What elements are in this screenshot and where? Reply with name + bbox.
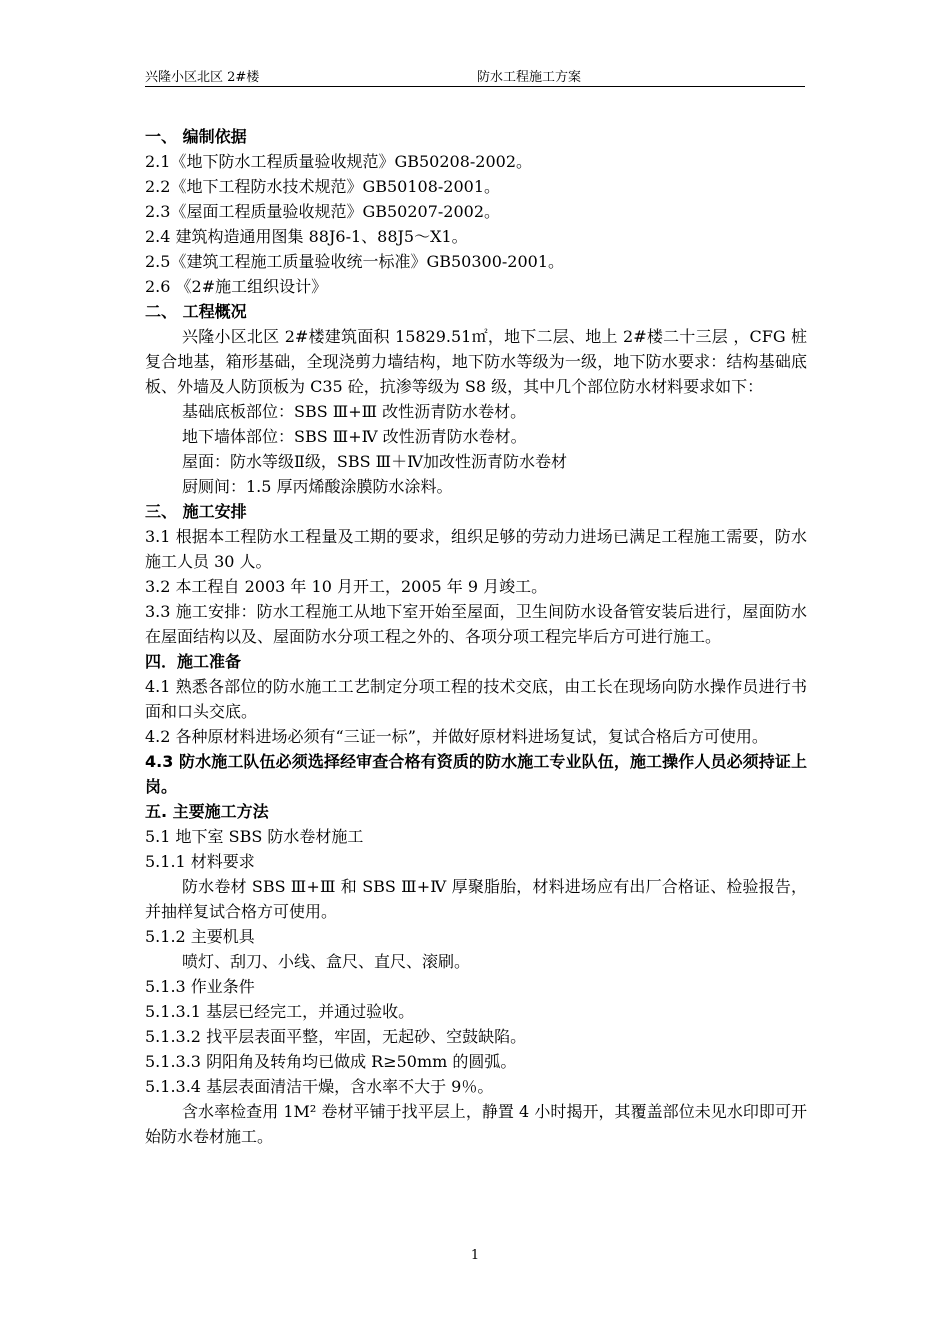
page-header bbox=[145, 66, 805, 87]
subheading: 5.1.1 材料要求 bbox=[145, 852, 255, 871]
subheading: 5.1.2 主要机具 bbox=[145, 927, 255, 946]
subheading: 5.1 地下室 SBS 防水卷材施工 bbox=[145, 827, 364, 846]
paragraph: 3.2 本工程自 2003 年 10 月开工，2005 年 9 月竣工。 bbox=[145, 577, 548, 596]
subheading: 5.1.3 作业条件 bbox=[145, 977, 255, 996]
list-item: 5.1.3.1 基层已经完工，并通过验收。 bbox=[145, 1002, 415, 1021]
list-item: 2.4 建筑构造通用图集 88J6-1、88J5～X1。 bbox=[145, 227, 468, 246]
material-item: 基础底板部位：SBS Ⅲ+Ⅲ 改性沥青防水卷材。 bbox=[182, 402, 527, 421]
section-heading-3: 三、 施工安排 bbox=[145, 502, 247, 521]
paragraph: 3.1 根据本工程防水工程量及工期的要求，组织足够的劳动力进场已满足工程施工需要，防水施工人员 30 人。 bbox=[145, 527, 807, 571]
header-project: 兴隆小区北区 2#楼 bbox=[145, 70, 260, 85]
bold-paragraph: 4.3 防水施工队伍必须选择经审查合格有资质的防水施工专业队伍，施工操作人员必须持证上岗。 bbox=[145, 752, 807, 796]
section-heading-2: 二、 工程概况 bbox=[145, 302, 247, 321]
list-item: 2.6 《2#施工组织设计》 bbox=[145, 277, 328, 296]
section-heading-5: 五. 主要施工方法 bbox=[145, 802, 269, 821]
list-item: 5.1.3.3 阴阳角及转角均已做成 R≥50mm 的圆弧。 bbox=[145, 1052, 517, 1071]
material-item: 地下墙体部位：SBS Ⅲ+Ⅳ 改性沥青防水卷材。 bbox=[182, 427, 527, 446]
section-heading-1: 一、 编制依据 bbox=[145, 127, 247, 146]
list-item: 2.5《建筑工程施工质量验收统一标准》GB50300-2001。 bbox=[145, 252, 565, 271]
paragraph: 3.3 施工安排：防水工程施工从地下室开始至屋面，卫生间防水设备管安装后进行，屋面防水在屋面结构以及、屋面防水分项工程之外的、各项分项工程完毕后方可进行施工。 bbox=[145, 602, 807, 646]
material-item: 屋面：防水等级Ⅱ级，SBS Ⅲ＋Ⅳ加改性沥青防水卷材 bbox=[182, 452, 568, 471]
material-item: 厨厕间：1.5 厚丙烯酸涂膜防水涂料。 bbox=[182, 477, 453, 496]
list-item: 2.2《地下工程防水技术规范》GB50108-2001。 bbox=[145, 177, 501, 196]
list-item: 2.3《屋面工程质量验收规范》GB50207-2002。 bbox=[145, 202, 501, 221]
paragraph: 防水卷材 SBS Ⅲ+Ⅲ 和 SBS Ⅲ+Ⅳ 厚聚脂胎，材料进场应有出厂合格证、检验报告，并抽样复试合格方可使用。 bbox=[145, 877, 807, 921]
section-heading-4: 四．施工准备 bbox=[145, 652, 242, 671]
list-item: 2.1《地下防水工程质量验收规范》GB50208-2002。 bbox=[145, 152, 533, 171]
paragraph: 4.2 各种原材料进场必须有“三证一标”，并做好原材料进场复试，复试合格后方可使用。 bbox=[145, 727, 768, 746]
paragraph: 4.1 熟悉各部位的防水施工工艺制定分项工程的技术交底，由工长在现场向防水操作员进行书面和口头交底。 bbox=[145, 677, 807, 721]
paragraph: 含水率检查用 1M² 卷材平铺于找平层上，静置 4 小时揭开，其覆盖部位未见水印即可开始防水卷材施工。 bbox=[145, 1102, 807, 1146]
page-number: 1 bbox=[470, 1248, 480, 1263]
list-item: 5.1.3.4 基层表面清洁干燥，含水率不大于 9％。 bbox=[145, 1077, 494, 1096]
overview-paragraph: 兴隆小区北区 2#楼建筑面积 15829.51㎡，地下二层、地上 2#楼二十三层 ，CFG 桩复合地基，箱形基础，全现浇剪力墙结构，地下防水等级为一级，地下防水要求：结构基础底板、外墙及人防顶板为 C35 砼，抗渗等级为 S8 级，其中几个部位防水材料要求如下： bbox=[145, 327, 807, 396]
header-title: 防水工程施工方案 bbox=[477, 70, 582, 85]
document-body bbox=[145, 124, 807, 1149]
paragraph: 喷灯、刮刀、小线、盒尺、直尺、滚刷。 bbox=[182, 952, 471, 971]
list-item: 5.1.3.2 找平层表面平整，牢固，无起砂、空鼓缺陷。 bbox=[145, 1027, 527, 1046]
